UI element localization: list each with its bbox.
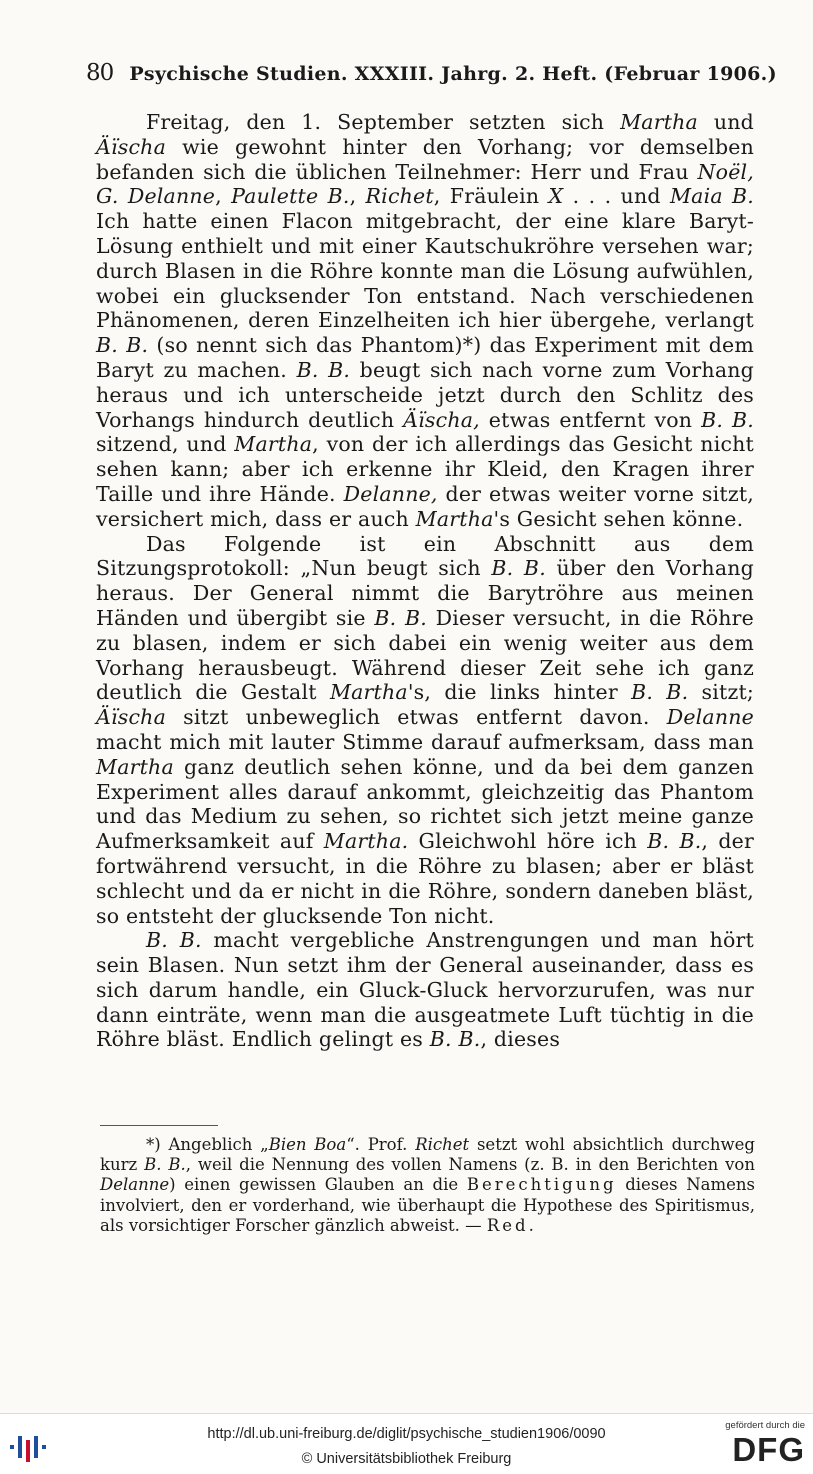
running-head-title: Psychische Studien. XXXIII. Jahrg. 2. Heft. (Februar 1906.): [129, 63, 777, 85]
page-number: 80: [86, 60, 114, 86]
footnote: [100, 1135, 755, 1236]
footnote-text: *) Angeblich „Bien Boa“. Prof. Richet setzt wohl absichtlich durchweg kurz B. B., weil die Nennung des vollen Namens (z. B. in den Berichten von Delanne) einen gewissen Glauben an die Berechtigung dieses Namens involviert, den er vorderhand, wie überhaupt die Hypothese des Spiritismus, als vorsichtiger Forscher gänzlich abweist. — Red.: [100, 1135, 755, 1235]
paragraph: Freitag, den 1. September setzten sich Martha und Äïscha wie gewohnt hinter den Vorhang; vor demselben befanden sich die üblichen Teilnehmer: Herr und Frau Noël, G. Delanne, Paulette B., Richet, Fräulein X . . . und Maia B. Ich hatte einen Flacon mitgebracht, der eine klare Baryt-Lösung enthielt und mit einer Kautschukröhre versehen war; durch Blasen in die Röhre konnte man die Lösung aufwühlen, wobei ein glucksender Ton entstand. Nach verschiedenen Phänomenen, deren Einzelheiten ich hier übergehe, verlangt B. B. (so nennt sich das Phantom)*) das Experiment mit dem Baryt zu machen. B. B. beugt sich nach vorne zum Vorhang heraus und ich unterscheide jetzt durch den Schlitz des Vorhangs hindurch deutlich Äïscha, etwas entfernt von B. B. sitzend, und Martha, von der ich allerdings das Gesicht nicht sehen kann; aber ich erkenne ihr Kleid, den Kragen ihrer Taille und ihre Hände. Delanne, der etwas weiter vorne sitzt, versichert mich, dass er auch Martha's Gesicht sehen könne.: [96, 110, 754, 531]
library-footer: [0, 1413, 813, 1474]
paragraph: B. B. macht vergebliche Anstrengungen und man hört sein Blasen. Nun setzt ihm der General auseinander, dass es sich darum handle, ein Gluck-Gluck hervorzurufen, was nur dann einträte, wenn man die ausgeatmete Luft tüchtig in die Röhre bläst. Endlich gelingt es B. B., dieses: [96, 928, 754, 1052]
copyright-notice: © Universitätsbibliothek Freiburg: [301, 1451, 512, 1467]
footnote-rule: [100, 1125, 218, 1126]
dfg-funder-logo: [715, 1420, 805, 1470]
main-text: [96, 110, 754, 1052]
running-header: [86, 60, 777, 90]
permalink[interactable]: http://dl.ub.uni-freiburg.de/diglit/psychische_studien1906/0090: [207, 1426, 606, 1442]
paragraph: Das Folgende ist ein Abschnitt aus dem Sitzungsprotokoll: „Nun beugt sich B. B. über den Vorhang heraus. Der General nimmt die Barytröhre aus meinen Händen und übergibt sie B. B. Dieser versucht, in die Röhre zu blasen, indem er sich dabei ein wenig weiter aus dem Vorhang herausbeugt. Während dieser Zeit sehe ich ganz deutlich die Gestalt Martha's, die links hinter B. B. sitzt; Äïscha sitzt unbeweglich etwas entfernt davon. Delanne macht mich mit lauter Stimme darauf aufmerksam, dass man Martha ganz deutlich sehen könne, und da bei dem ganzen Experiment alles darauf ankommt, gleichzeitig das Phantom und das Medium zu sehen, so richtet sich jetzt meine ganze Aufmerksamkeit auf Martha. Gleichwohl höre ich B. B., der fortwährend versucht, in die Röhre zu blasen; aber er bläst schlecht und da er nicht in die Röhre, sondern daneben bläst, so entsteht der glucksende Ton nicht.: [96, 531, 755, 928]
dfg-logo-text: DFG: [732, 1431, 805, 1468]
funder-note: gefördert durch die: [725, 1420, 805, 1431]
